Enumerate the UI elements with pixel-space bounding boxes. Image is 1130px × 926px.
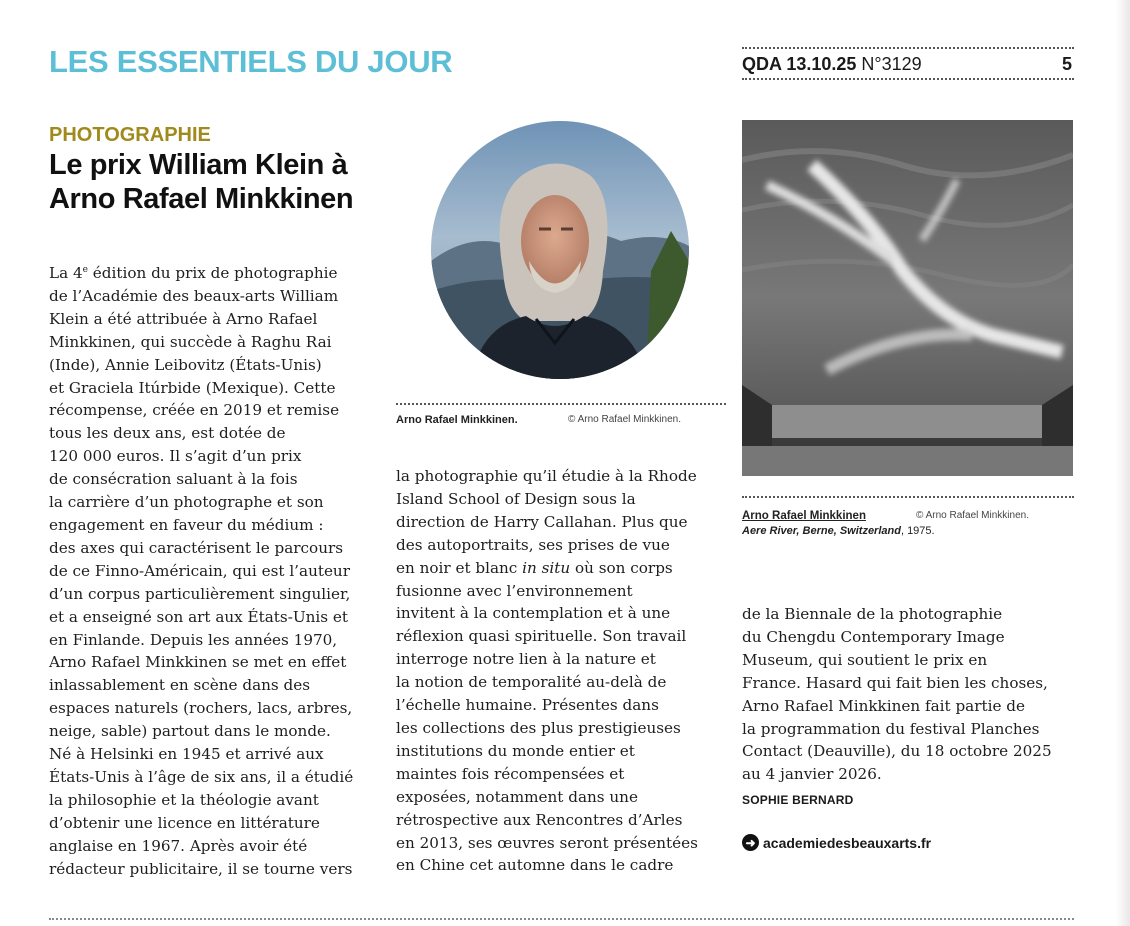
text-line: d’obtenir une licence en littérature	[49, 813, 320, 832]
text-line: en noir et blanc in situ où son corps	[396, 558, 673, 577]
text-line: 120 000 euros. Il s’agit d’un prix	[49, 447, 302, 466]
caption-rule	[396, 403, 726, 405]
text-line: de l’Académie des beaux-arts William	[49, 286, 339, 305]
text-line: en 2013, ses œuvres seront présentées	[396, 833, 698, 852]
website-link-label: academiedesbeauxarts.fr	[763, 834, 932, 851]
text-line: des axes qui caractérisent le parcours	[49, 538, 344, 557]
text-line: États-Unis à l’âge de six ans, il a étudié	[49, 767, 354, 786]
text-line: neige, sable) partout dans le monde.	[49, 722, 331, 741]
text-line: La 4e édition du prix de photographie	[49, 264, 338, 282]
text-line: Island School of Design sous la	[396, 489, 636, 508]
portrait-credit: © Arno Rafael Minkkinen.	[568, 414, 681, 425]
artwork-photo	[742, 120, 1073, 476]
article-column-3	[742, 603, 1074, 786]
portrait-caption: Arno Rafael Minkkinen.	[396, 414, 518, 426]
text-line: rédacteur publicitaire, il se tourne vers	[49, 859, 353, 878]
text-line: espaces naturels (rochers, lacs, arbres,	[49, 699, 353, 718]
article-column-2	[396, 465, 726, 877]
portrait-photo	[431, 121, 689, 379]
text-line: des autoportraits, ses prises de vue	[396, 535, 670, 554]
article-headline: Le prix William Klein à Arno Rafael Minkkinen	[49, 149, 354, 215]
text-line: anglaise en 1967. Après avoir été	[49, 836, 308, 855]
author-signature: SOPHIE BERNARD	[742, 793, 854, 807]
text-line: maintes fois récompensées et	[396, 764, 625, 783]
text-line: et Graciela Itúrbide (Mexique). Cette	[49, 378, 336, 397]
text-line: institutions du monde entier et	[396, 741, 635, 760]
text-line: récompense, créée en 2019 et remise	[49, 401, 340, 420]
issue-number: N°3129	[861, 54, 922, 74]
text-line: direction de Harry Callahan. Plus que	[396, 512, 688, 531]
article-column-1	[49, 262, 389, 880]
text-line: Arno Rafael Minkkinen se met en effet	[49, 653, 347, 672]
section-label: PHOTOGRAPHIE	[49, 124, 211, 146]
text-line: en Chine cet automne dans le cadre	[396, 856, 674, 875]
text-line: de consécration saluant à la fois	[49, 470, 298, 489]
text-line: la photographie qu’il étudie à la Rhode	[396, 467, 697, 485]
text-line: au 4 janvier 2026.	[742, 765, 882, 784]
caption-rule	[742, 496, 1074, 498]
text-line: Arno Rafael Minkkinen fait partie de	[742, 696, 1025, 715]
text-line: de la Biennale de la photographie	[742, 605, 1003, 623]
artwork-caption-name: Arno Rafael Minkkinen	[742, 510, 866, 522]
text-line: réflexion quasi spirituelle. Son travail	[396, 627, 687, 646]
text-line: Minkkinen, qui succède à Raghu Rai	[49, 332, 332, 351]
text-line: Né à Helsinki en 1945 et arrivé aux	[49, 745, 324, 764]
footer-rule	[49, 918, 1074, 920]
text-line: de ce Finno-Américain, qui est l’auteur	[49, 561, 350, 580]
text-line: inlassablement en scène dans des	[49, 676, 311, 695]
text-line: exposées, notamment dans une	[396, 787, 638, 806]
text-line: Museum, qui soutient le prix en	[742, 650, 988, 669]
page-edge-shadow	[1116, 0, 1130, 926]
text-line: France. Hasard qui fait bien les choses,	[742, 673, 1048, 692]
text-line: engagement en faveur du médium :	[49, 515, 324, 534]
website-link[interactable]	[742, 834, 931, 851]
text-line: interroge notre lien à la nature et	[396, 650, 656, 669]
artwork-caption-title: Aere River, Berne, Switzerland, 1975.	[742, 525, 935, 537]
text-line: Klein a été attribuée à Arno Rafael	[49, 309, 318, 328]
issue-code: QDA 13.10.25	[742, 54, 857, 74]
rubric-title: LES ESSENTIELS DU JOUR	[49, 44, 453, 79]
text-line: d’un corpus particulièrement singulier,	[49, 584, 351, 603]
artwork-caption	[742, 509, 935, 539]
text-line: tous les deux ans, est dotée de	[49, 424, 286, 443]
arrow-right-icon: ➜	[742, 834, 759, 851]
text-line: Contact (Deauville), du 18 octobre 2025	[742, 742, 1052, 761]
page-number: 5	[1061, 54, 1072, 74]
text-line: la notion de temporalité au-delà de	[396, 673, 667, 692]
text-line: en Finlande. Depuis les années 1970,	[49, 630, 338, 649]
text-line: les collections des plus prestigieuses	[396, 718, 681, 737]
text-line: la carrière d’un photographe et son	[49, 493, 324, 512]
text-line: la philosophie et la théologie avant	[49, 790, 319, 809]
artwork-credit: © Arno Rafael Minkkinen.	[916, 510, 1029, 521]
text-line: invitent à la contemplation et à une	[396, 604, 671, 623]
text-line: la programmation du festival Planches	[742, 719, 1040, 738]
text-line: et a enseigné son art aux États-Unis et	[49, 607, 348, 626]
text-line: rétrospective aux Rencontres d’Arles	[396, 810, 683, 829]
issue-header	[742, 47, 1074, 80]
text-line: du Chengdu Contemporary Image	[742, 627, 1005, 646]
text-line: l’échelle humaine. Présentes dans	[396, 696, 659, 715]
text-line: (Inde), Annie Leibovitz (États-Unis)	[49, 355, 322, 374]
text-line: fusionne avec l’environnement	[396, 581, 633, 600]
